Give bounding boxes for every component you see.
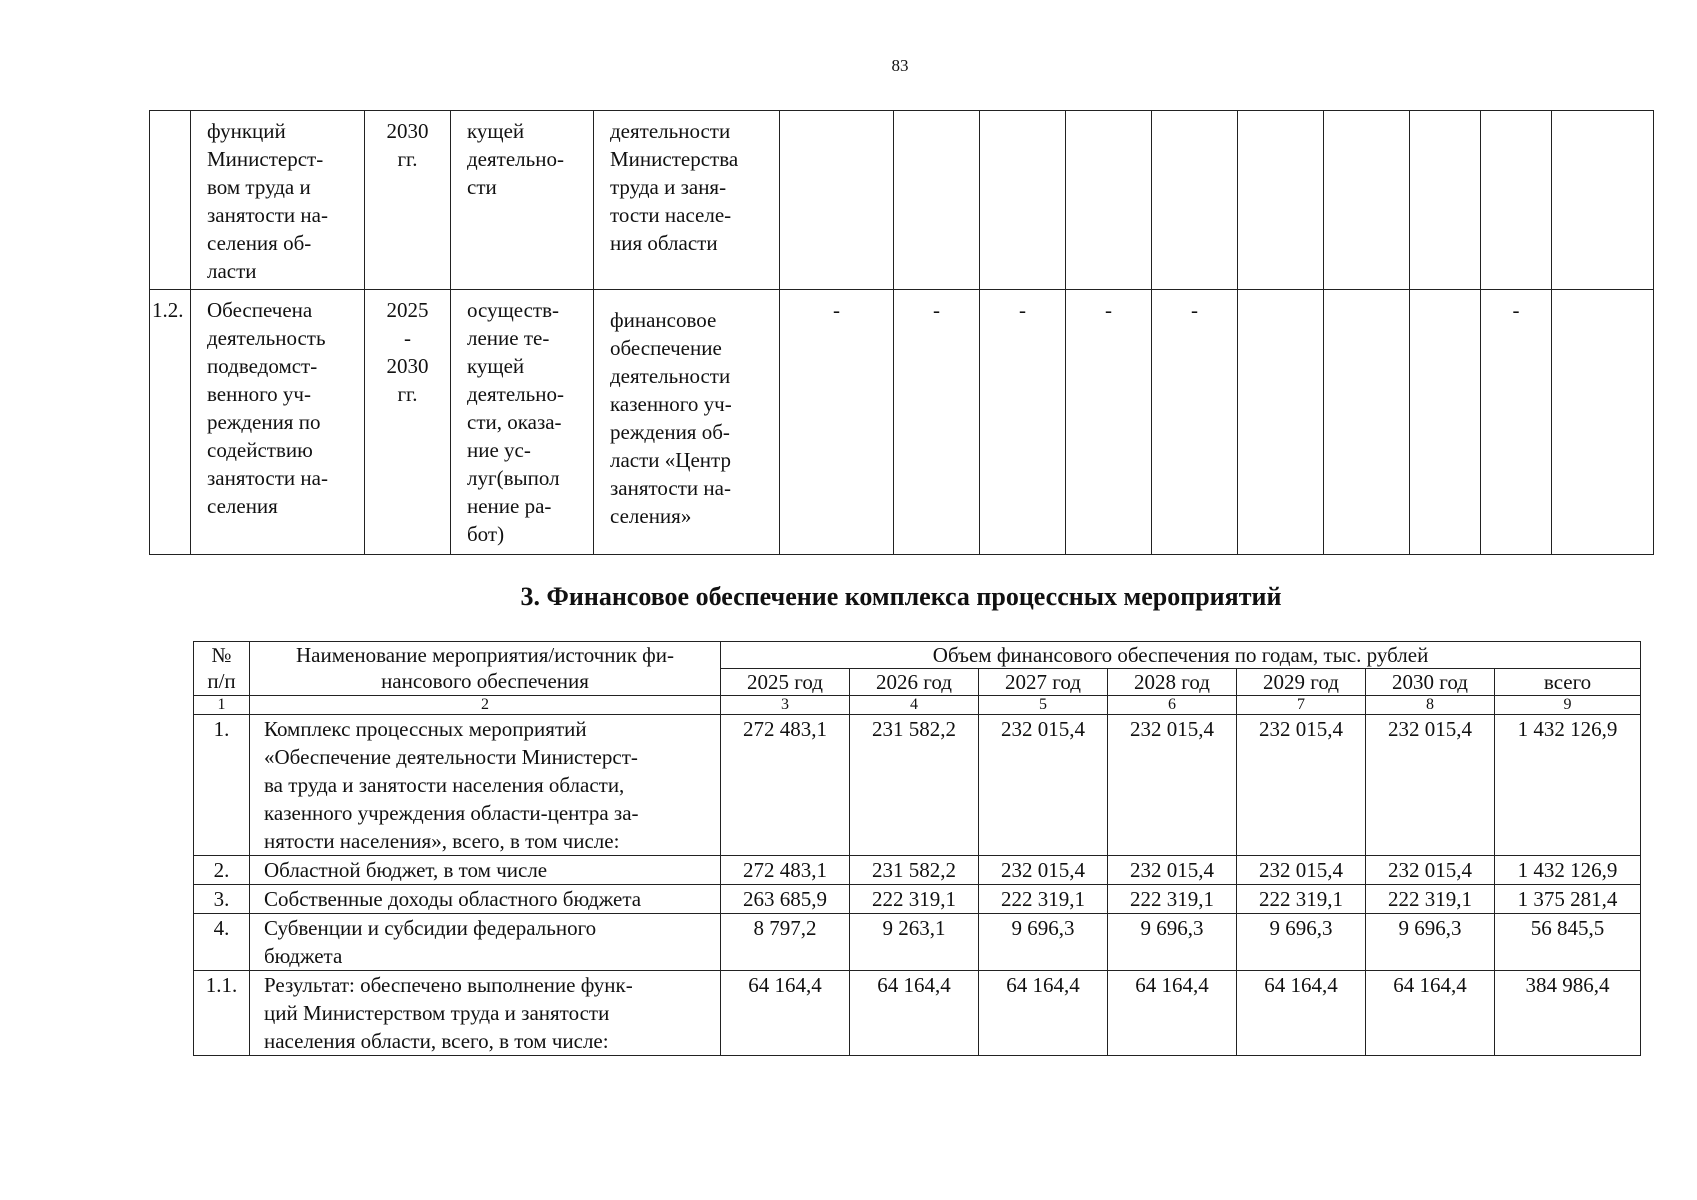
value-cell: -	[1066, 290, 1152, 555]
value-cell: -	[894, 290, 980, 555]
total-cell: 56 845,5	[1495, 914, 1641, 971]
amount-cell: 231 582,2	[850, 856, 979, 885]
value-cell	[780, 111, 894, 290]
result-type: осуществ- ление те- кущей деятельно- сти, оказа- ние ус- луг(выпол нение ра- бот)	[451, 290, 594, 555]
table-row	[194, 885, 1641, 914]
amount-cell: 232 015,4	[1108, 856, 1237, 885]
row-name: Результат: обеспечено выполнение функ- ций Министерством труда и занятости населения области, всего, в том числе:	[250, 971, 721, 1056]
header-year: 2027 год	[979, 669, 1108, 696]
amount-cell: 64 164,4	[979, 971, 1108, 1056]
value-cell	[1152, 111, 1238, 290]
table-row	[150, 290, 1654, 555]
value-cell: -	[1152, 290, 1238, 555]
amount-cell: 232 015,4	[1366, 715, 1495, 856]
total-cell: 1 432 126,9	[1495, 715, 1641, 856]
value-cell	[1238, 290, 1324, 555]
column-index: 4	[850, 696, 979, 715]
row-number: 1.2.	[150, 290, 191, 555]
implementation-period: 2025 - 2030 гг.	[365, 290, 451, 555]
value-cell: -	[1481, 290, 1552, 555]
amount-cell: 232 015,4	[1366, 856, 1495, 885]
total-cell: 1 375 281,4	[1495, 885, 1641, 914]
amount-cell: 272 483,1	[721, 856, 850, 885]
amount-cell: 231 582,2	[850, 715, 979, 856]
table-row	[150, 111, 1654, 290]
amount-cell: 222 319,1	[1366, 885, 1495, 914]
result-description: деятельности Министерства труда и заня- тости населе- ния области	[594, 111, 780, 290]
value-cell	[894, 111, 980, 290]
finance-table	[193, 641, 1641, 1056]
header-total: всего	[1495, 669, 1641, 696]
row-name: Комплекс процессных мероприятий «Обеспечение деятельности Министерст- ва труда и занятости населения области, казенного учреждения области-центра за- нятости населения», всего, в том числе:	[250, 715, 721, 856]
amount-cell: 272 483,1	[721, 715, 850, 856]
header-year: 2030 год	[1366, 669, 1495, 696]
amount-cell: 8 797,2	[721, 914, 850, 971]
amount-cell: 64 164,4	[1108, 971, 1237, 1056]
value-cell: -	[780, 290, 894, 555]
table-row	[194, 856, 1641, 885]
result-description: финансовое обеспечение деятельности казенного уч- реждения об- ласти «Центр занятости на- селения»	[594, 290, 780, 555]
activities-table-continued	[149, 110, 1654, 555]
table-row	[194, 971, 1641, 1056]
implementation-period: 2030 гг.	[365, 111, 451, 290]
table-row	[194, 715, 1641, 856]
row-number: 1.1.	[194, 971, 250, 1056]
column-index: 6	[1108, 696, 1237, 715]
table-row	[194, 914, 1641, 971]
header-number: № п/п	[194, 642, 250, 696]
amount-cell: 222 319,1	[1108, 885, 1237, 914]
amount-cell: 222 319,1	[1237, 885, 1366, 914]
column-index: 5	[979, 696, 1108, 715]
row-name: Областной бюджет, в том числе	[250, 856, 721, 885]
column-index-row	[194, 696, 1641, 715]
amount-cell: 9 696,3	[1108, 914, 1237, 971]
amount-cell: 64 164,4	[850, 971, 979, 1056]
amount-cell: 64 164,4	[1237, 971, 1366, 1056]
result-name: функций Министерст- вом труда и занятости на- селения об- ласти	[191, 111, 365, 290]
amount-cell: 263 685,9	[721, 885, 850, 914]
amount-cell: 9 696,3	[1237, 914, 1366, 971]
value-cell	[1481, 111, 1552, 290]
value-cell	[1066, 111, 1152, 290]
header-year: 2026 год	[850, 669, 979, 696]
column-index: 8	[1366, 696, 1495, 715]
row-number: 1.	[194, 715, 250, 856]
result-name: Обеспечена деятельность подведомст- венного уч- реждения по содействию занятости на- селения	[191, 290, 365, 555]
total-cell: 1 432 126,9	[1495, 856, 1641, 885]
amount-cell: 232 015,4	[1237, 856, 1366, 885]
value-cell	[1410, 290, 1481, 555]
page-number: 83	[891, 56, 909, 75]
row-number: 2.	[194, 856, 250, 885]
value-cell	[1552, 111, 1654, 290]
row-number: 3.	[194, 885, 250, 914]
row-number	[150, 111, 191, 290]
value-cell	[1324, 290, 1410, 555]
amount-cell: 232 015,4	[979, 856, 1108, 885]
amount-cell: 222 319,1	[850, 885, 979, 914]
amount-cell: 9 696,3	[979, 914, 1108, 971]
value-cell	[1324, 111, 1410, 290]
column-index: 1	[194, 696, 250, 715]
header-year: 2025 год	[721, 669, 850, 696]
amount-cell: 232 015,4	[979, 715, 1108, 856]
column-index: 3	[721, 696, 850, 715]
column-index: 9	[1495, 696, 1641, 715]
amount-cell: 232 015,4	[1108, 715, 1237, 856]
row-number: 4.	[194, 914, 250, 971]
amount-cell: 222 319,1	[979, 885, 1108, 914]
column-index: 7	[1237, 696, 1366, 715]
amount-cell: 64 164,4	[1366, 971, 1495, 1056]
row-name: Собственные доходы областного бюджета	[250, 885, 721, 914]
total-cell: 384 986,4	[1495, 971, 1641, 1056]
value-cell	[980, 111, 1066, 290]
header-name: Наименование мероприятия/источник фи- нансового обеспечения	[250, 642, 721, 696]
value-cell	[1410, 111, 1481, 290]
value-cell: -	[980, 290, 1066, 555]
column-index: 2	[250, 696, 721, 715]
amount-cell: 64 164,4	[721, 971, 850, 1056]
amount-cell: 9 263,1	[850, 914, 979, 971]
row-name: Субвенции и субсидии федерального бюджета	[250, 914, 721, 971]
value-cell	[1238, 111, 1324, 290]
result-type: кущей деятельно- сти	[451, 111, 594, 290]
amount-cell: 9 696,3	[1366, 914, 1495, 971]
amount-cell: 232 015,4	[1237, 715, 1366, 856]
header-row	[194, 642, 1641, 669]
header-year: 2029 год	[1237, 669, 1366, 696]
value-cell	[1552, 290, 1654, 555]
header-financing-group: Объем финансового обеспечения по годам, тыс. рублей	[721, 642, 1641, 669]
section-title: 3. Финансовое обеспечение комплекса процессных мероприятий	[520, 582, 1282, 611]
header-year: 2028 год	[1108, 669, 1237, 696]
